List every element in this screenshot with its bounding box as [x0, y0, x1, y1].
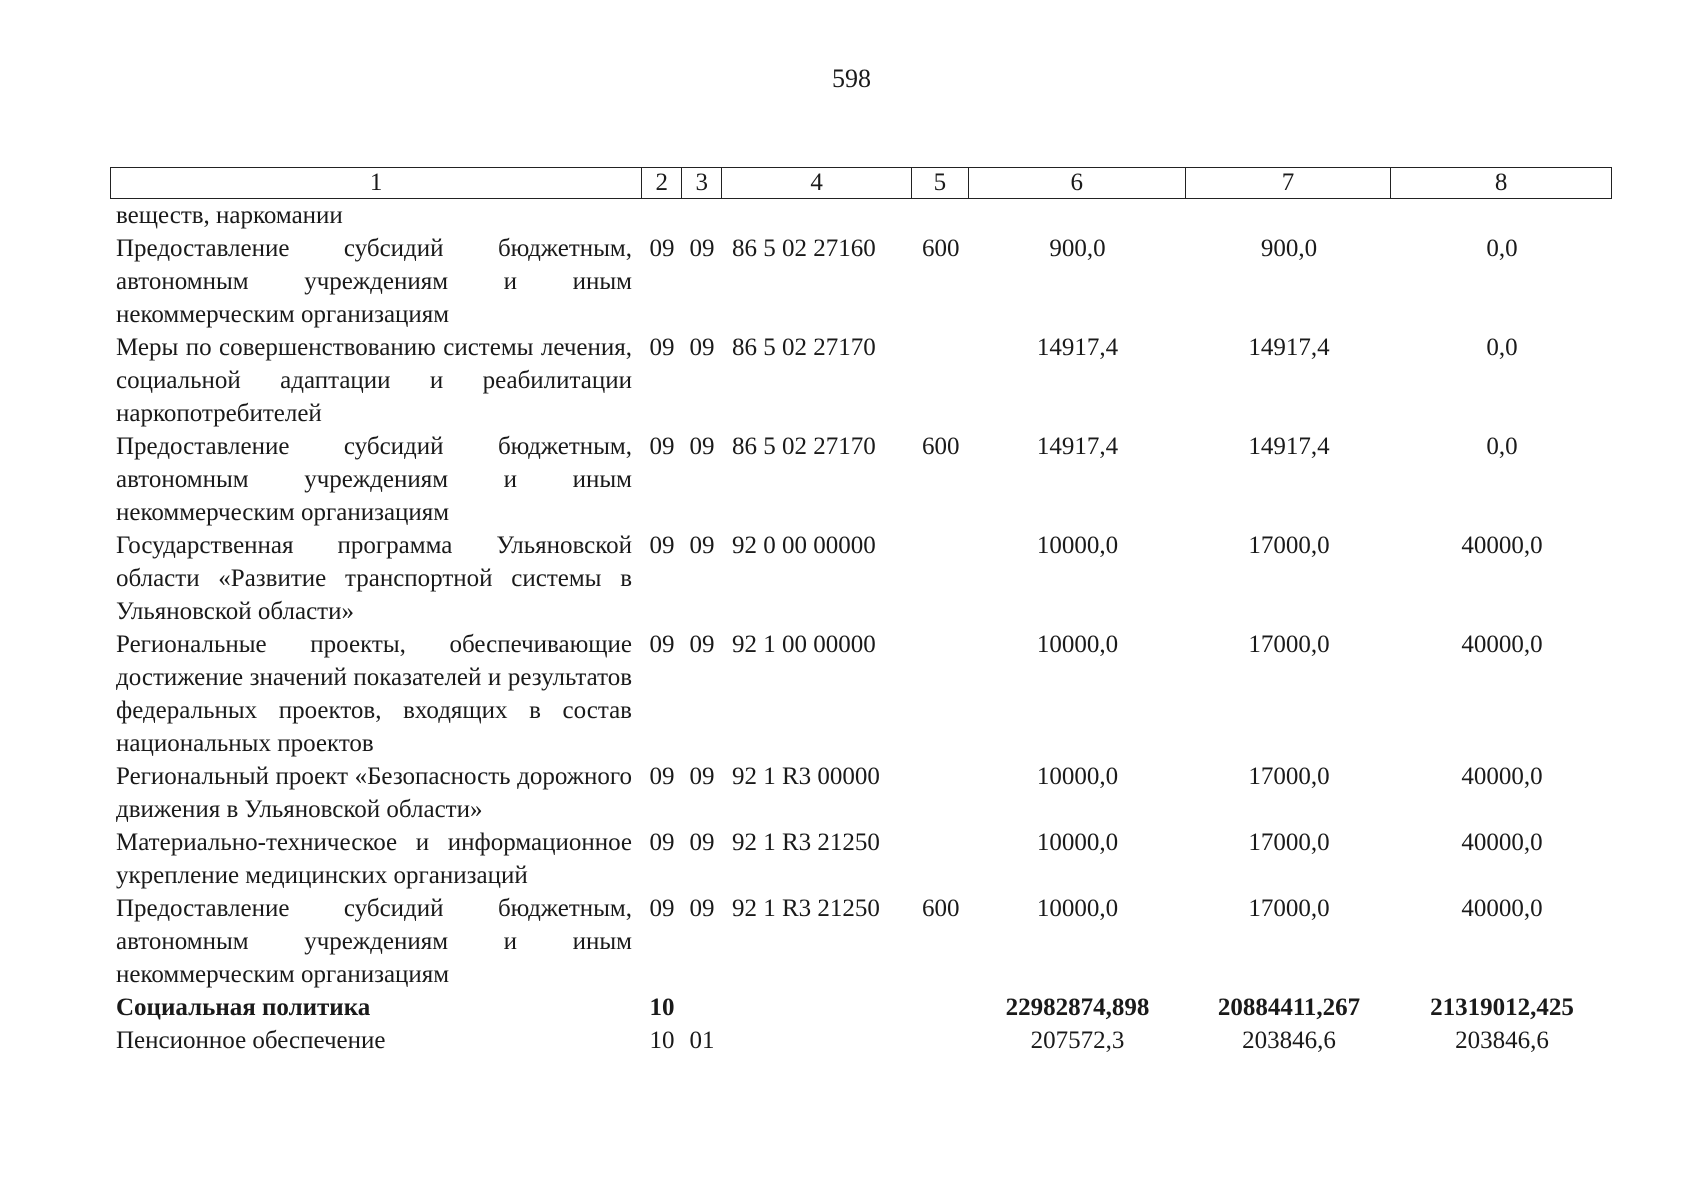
row-amount-col8: 0,0 — [1486, 334, 1518, 361]
row-amount-col6: 22982874,898 — [1005, 994, 1150, 1021]
row-expense-type — [912, 628, 969, 760]
row-amount-col8: 40000,0 — [1461, 532, 1543, 559]
row-section: 09 — [649, 433, 675, 460]
row-subsection: 09 — [689, 895, 715, 922]
header-col-3: 3 — [682, 168, 722, 198]
table-row — [110, 529, 1612, 628]
row-label: Региональные проекты, обеспечивающие достижение значений показателей и результатов федеральных проектов, входящих в состав национальных проектов — [116, 631, 632, 757]
row-amount-col7: 17000,0 — [1248, 895, 1330, 922]
table-row — [110, 826, 1612, 892]
row-amount-col8: 40000,0 — [1461, 763, 1543, 790]
table-row — [110, 199, 1612, 232]
header-col-8: 8 — [1494, 169, 1508, 196]
budget-table — [110, 167, 1612, 1057]
row-label: Предоставление субсидий бюджетным, автономным учреждениям и иным некоммерческим организациям — [116, 895, 632, 988]
table-row — [110, 1024, 1612, 1057]
table-row — [110, 232, 1612, 331]
row-subsection: 09 — [689, 235, 715, 262]
row-amount-col6 — [969, 199, 1186, 232]
row-expense-type: 600 — [922, 235, 960, 262]
row-target-code: 92 1 R3 21250 — [732, 895, 880, 922]
row-subsection — [682, 991, 722, 1024]
row-subsection: 09 — [689, 631, 715, 658]
row-subsection: 09 — [689, 829, 715, 856]
row-section: 10 — [649, 1027, 675, 1054]
row-target-code: 86 5 02 27170 — [732, 433, 876, 460]
row-expense-type: 600 — [922, 895, 960, 922]
row-amount-col6: 14917,4 — [1036, 334, 1119, 361]
row-expense-type — [912, 1024, 969, 1057]
table-row — [110, 760, 1612, 826]
row-label: Меры по совершенствованию системы лечения, социальной адаптации и реабилитации наркопотребителей — [116, 334, 632, 427]
row-label: Пенсионное обеспечение — [116, 1027, 386, 1054]
row-amount-col7: 14917,4 — [1248, 433, 1330, 460]
row-section: 09 — [649, 829, 675, 856]
row-subsection: 09 — [689, 532, 715, 559]
row-section: 09 — [649, 631, 675, 658]
header-col-7: 7 — [1186, 168, 1392, 198]
row-amount-col7: 17000,0 — [1248, 631, 1330, 658]
row-target-code — [722, 1024, 912, 1057]
row-target-code: 92 0 00 00000 — [732, 532, 876, 559]
header-col-2: 2 — [642, 168, 682, 198]
row-expense-type — [912, 331, 969, 430]
row-target-code: 86 5 02 27160 — [732, 235, 876, 262]
row-amount-col6: 14917,4 — [1036, 433, 1119, 460]
row-target-code: 86 5 02 27170 — [732, 334, 876, 361]
row-expense-type — [912, 760, 969, 826]
row-expense-type: 600 — [922, 433, 960, 460]
table-row — [110, 892, 1612, 991]
row-amount-col7: 14917,4 — [1248, 334, 1330, 361]
row-amount-col6: 10000,0 — [1036, 763, 1119, 790]
row-amount-col7: 203846,6 — [1242, 1027, 1336, 1054]
row-amount-col7 — [1186, 199, 1392, 232]
row-section: 09 — [649, 763, 675, 790]
row-amount-col7: 17000,0 — [1248, 532, 1330, 559]
row-target-code — [722, 199, 912, 232]
row-section: 10 — [649, 994, 675, 1021]
row-label: Региональный проект «Безопасность дорожного движения в Ульяновской области» — [116, 763, 632, 823]
row-section: 09 — [649, 532, 675, 559]
row-amount-col7: 20884411,267 — [1217, 994, 1361, 1021]
row-amount-col8: 40000,0 — [1461, 631, 1543, 658]
row-section: 09 — [649, 235, 675, 262]
row-target-code: 92 1 00 00000 — [732, 631, 876, 658]
row-amount-col8 — [1392, 199, 1612, 232]
table-row — [110, 331, 1612, 430]
row-amount-col7: 17000,0 — [1248, 829, 1330, 856]
row-amount-col8: 0,0 — [1486, 235, 1518, 262]
row-expense-type — [912, 199, 969, 232]
row-subsection: 09 — [689, 334, 715, 361]
header-col-6: 6 — [969, 168, 1186, 198]
row-amount-col6: 10000,0 — [1036, 895, 1119, 922]
row-subsection: 09 — [689, 763, 715, 790]
row-amount-col7: 900,0 — [1260, 235, 1318, 262]
row-target-code: 92 1 R3 00000 — [732, 763, 880, 790]
table-body — [110, 199, 1612, 1057]
row-amount-col8: 203846,6 — [1455, 1027, 1549, 1054]
table-row — [110, 430, 1612, 529]
row-label: Предоставление субсидий бюджетным, автономным учреждениям и иным некоммерческим организациям — [116, 235, 632, 328]
page-number: 598 — [832, 64, 871, 93]
row-target-code — [722, 991, 912, 1024]
row-amount-col6: 10000,0 — [1036, 631, 1119, 658]
row-amount-col6: 10000,0 — [1036, 532, 1119, 559]
row-target-code: 92 1 R3 21250 — [732, 829, 880, 856]
row-section — [642, 199, 682, 232]
row-expense-type — [912, 529, 969, 628]
header-col-5: 5 — [912, 168, 969, 198]
row-amount-col8: 0,0 — [1486, 433, 1518, 460]
row-amount-col8: 40000,0 — [1461, 895, 1543, 922]
row-amount-col8: 21319012,425 — [1430, 994, 1574, 1021]
row-expense-type — [912, 991, 969, 1024]
row-amount-col6: 207572,3 — [1030, 1027, 1125, 1054]
row-label: Материально-техническое и информационное укрепление медицинских организаций — [116, 829, 632, 889]
row-label: веществ, наркомании — [116, 202, 343, 229]
table-header — [110, 167, 1612, 199]
row-subsection: 09 — [689, 433, 715, 460]
row-section: 09 — [649, 334, 675, 361]
table-row — [110, 628, 1612, 760]
row-amount-col6: 900,0 — [1049, 235, 1106, 262]
row-amount-col8: 40000,0 — [1461, 829, 1543, 856]
row-label: Социальная политика — [116, 994, 371, 1021]
row-amount-col7: 17000,0 — [1248, 763, 1330, 790]
row-label: Предоставление субсидий бюджетным, автономным учреждениям и иным некоммерческим организациям — [116, 433, 632, 526]
table-row — [110, 991, 1612, 1024]
row-amount-col6: 10000,0 — [1036, 829, 1119, 856]
row-expense-type — [912, 826, 969, 892]
row-subsection: 01 — [689, 1027, 715, 1054]
row-subsection — [682, 199, 722, 232]
row-label: Государственная программа Ульяновской области «Развитие транспортной системы в Ульяновской области» — [116, 532, 632, 625]
header-col-4: 4 — [722, 168, 912, 198]
header-col-1: 1 — [111, 168, 642, 198]
row-section: 09 — [649, 895, 675, 922]
